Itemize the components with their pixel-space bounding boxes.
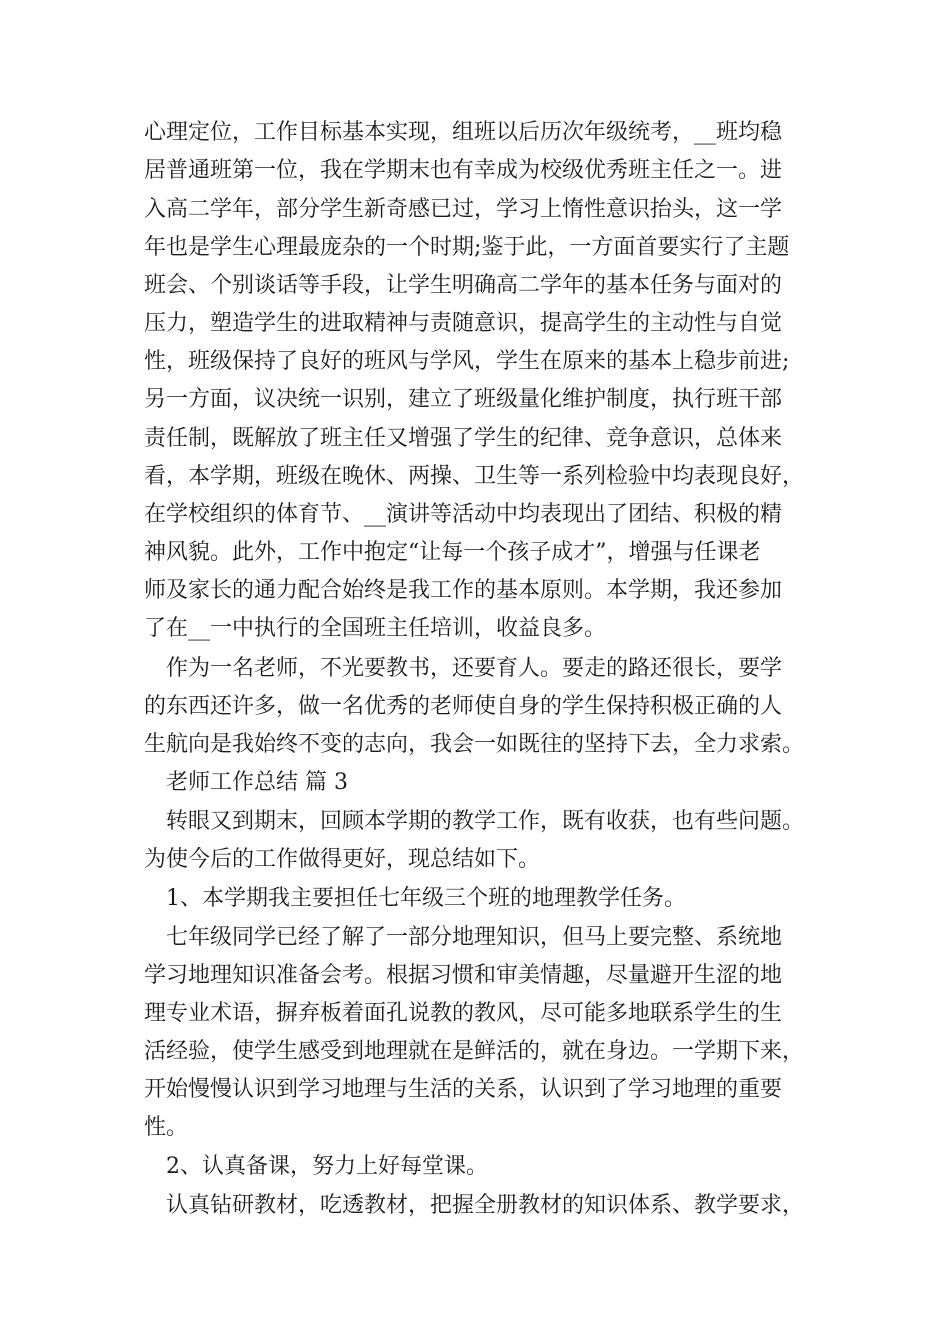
paragraph-first-line: 作为一名老师，不光要教书，还要育人。要走的路还很长，要学 [166, 656, 783, 681]
text-line: 活经验，使学生感受到地理就在是鲜活的，就在身边。一学期下来， [144, 1039, 805, 1064]
text-line: 理专业术语，摒弃板着面孔说教的教风，尽可能多地联系学生的生 [144, 1001, 783, 1026]
section-heading: 老师工作总结 篇 3 [166, 770, 348, 795]
text-line: 居普通班第一位，我在学期末也有幸成为校级优秀班主任之一。进 [144, 158, 783, 183]
text-line: 生航向是我始终不变的志向，我会一如既往的坚持下去，全力求索。 [144, 732, 805, 757]
text-line: 神风貌。此外，工作中抱定“让每一个孩子成才”，增强与任课老 [144, 540, 761, 565]
text-line: 性，班级保持了良好的班风与学风，学生在原来的基本上稳步前进; [144, 349, 790, 374]
text-line: 责任制，既解放了班主任又增强了学生的纪律、竞争意识，总体来 [144, 426, 783, 451]
text-line: 入高二学年，部分学生新奇感已过，学习上惰性意识抬头，这一学 [144, 197, 783, 222]
text-line: 另一方面，议决统一识别，建立了班级量化维护制度，执行班干部 [144, 387, 783, 412]
text-line: 的东西还许多，做一名优秀的老师使自身的学生保持积极正确的人 [144, 694, 783, 719]
text-line: 在学校组织的体育节、__演讲等活动中均表现出了团结、积极的精 [144, 502, 783, 527]
paragraph-first-line: 认真钻研教材，吃透教材，把握全册教材的知识体系、教学要求， [166, 1193, 805, 1218]
text-line: 压力，塑造学生的进取精神与责随意识，提高学生的主动性与自觉 [144, 311, 783, 336]
numbered-item: 1、本学期我主要担任七年级三个班的地理教学任务。 [166, 886, 686, 911]
text-line: 了在__一中执行的全国班主任培训，收益良多。 [144, 616, 607, 641]
text-line: 开始慢慢认识到学习地理与生活的关系，认识到了学习地理的重要 [144, 1077, 783, 1102]
text-line: 心理定位，工作目标基本实现，组班以后历次年级统考，__班均稳 [144, 120, 783, 145]
text-line: 性。 [144, 1115, 189, 1140]
text-line: 师及家长的通力配合始终是我工作的基本原则。本学期，我还参加 [144, 578, 783, 603]
text-line: 年也是学生心理最庞杂的一个时期;鉴于此，一方面首要实行了主题 [144, 235, 790, 260]
numbered-item: 2、认真备课，努力上好每堂课。 [166, 1154, 488, 1179]
text-line: 看，本学期，班级在晚休、两操、卫生等一系列检验中均表现良好， [144, 464, 805, 489]
paragraph-first-line: 转眼又到期末，回顾本学期的教学工作，既有收获，也有些问题。 [166, 809, 805, 834]
text-line: 班会、个别谈话等手段，让学生明确高二学年的基本任务与面对的 [144, 273, 783, 298]
text-line: 为使今后的工作做得更好，现总结如下。 [144, 847, 541, 872]
text-line: 学习地理知识准备会考。根据习惯和审美情趣，尽量避开生涩的地 [144, 963, 783, 988]
paragraph-first-line: 七年级同学已经了解了一部分地理知识，但马上要完整、系统地 [166, 925, 783, 950]
